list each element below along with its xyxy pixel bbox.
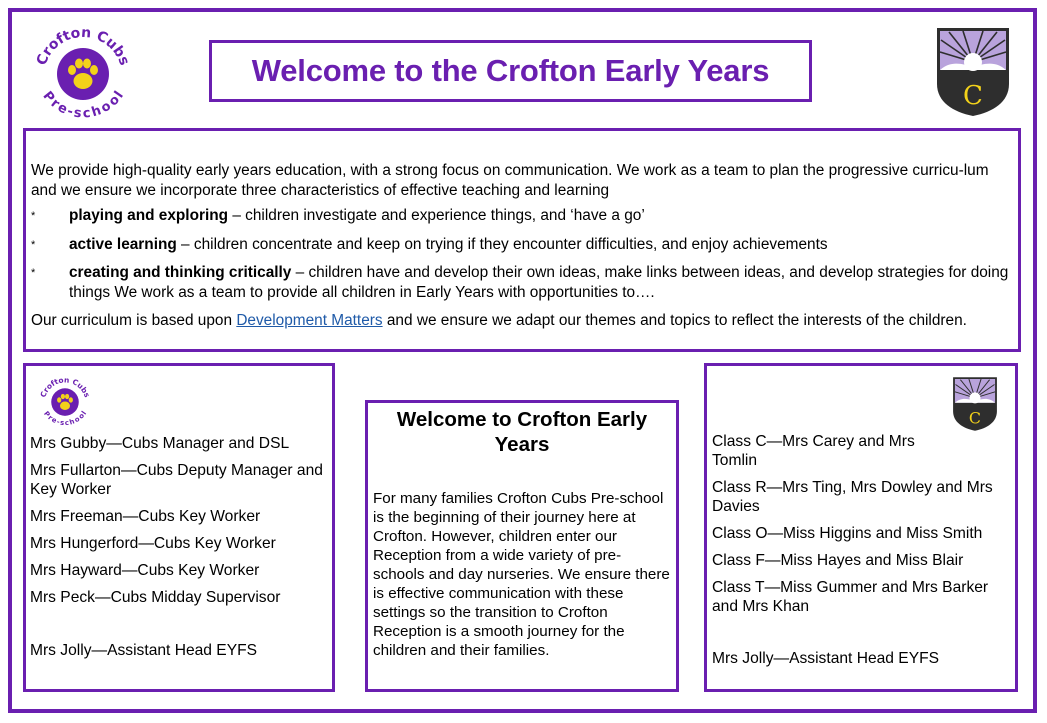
welcome-heading: Welcome to Crofton Early Years: [396, 408, 648, 456]
bullet-bold: creating and thinking critically: [69, 264, 292, 281]
staff-row: Mrs Hungerford—Cubs Key Worker: [30, 535, 276, 552]
bullet-text: – children have and develop their own ideas, make links between ideas, and develop strategies for doing things We work as a team to provide all children in Early Years with opportunities to….: [69, 264, 1009, 301]
bullet-bold: active learning: [69, 235, 177, 253]
assistant-head-row: Mrs Jolly—Assistant Head EYFS: [30, 642, 258, 659]
class-row: Class F—Miss Hayes and Miss Blair: [712, 552, 964, 569]
assistant-head-row: Mrs Jolly—Assistant Head EYFS: [712, 650, 940, 667]
sunrise-crest-icon: [935, 26, 1011, 118]
svg-text:Pre-school: Pre-school: [39, 88, 127, 118]
staff-row: Mrs Freeman—Cubs Key Worker: [30, 508, 261, 525]
svg-text:Pre-school: Pre-school: [42, 409, 89, 428]
welcome-body: For many families Crofton Cubs Pre-school is the beginning of their journey here at Crofton. However, children enter our Reception from a wide variety of pre-schools and day nurseries. We ensure there is effective communication with these settings so the transition to Crofton Reception is a smooth journey for the children and their families.: [373, 490, 670, 659]
sunrise-crest-icon: [951, 376, 999, 432]
list-item: [31, 235, 1014, 255]
crofton-cubs-logo-small: [38, 374, 92, 428]
svg-text:C: C: [968, 408, 982, 428]
bullet-bold: playing and exploring: [69, 207, 229, 224]
staff-row: Mrs Peck—Cubs Midday Supervisor: [30, 589, 281, 606]
bullet-marker: *: [31, 267, 36, 279]
svg-text:Crofton Cubs: Crofton Cubs: [33, 26, 133, 68]
curriculum-text: Our curriculum is based upon: [31, 312, 237, 329]
bullet-text: – children concentrate and keep on trying if they encounter difficulties, and enjoy achievements: [176, 235, 828, 253]
development-matters-link[interactable]: Development Matters: [236, 312, 383, 329]
paw-icon: [38, 374, 92, 428]
paw-icon: [32, 26, 134, 118]
title-banner: [209, 40, 812, 102]
class-row: Class R—Mrs Ting, Mrs Dowley and Mrs Davies: [712, 479, 993, 515]
svg-text:C: C: [963, 81, 983, 111]
intro-panel: [23, 128, 1021, 352]
curriculum-line: [31, 311, 1014, 331]
class-row: Class C—Mrs Carey and Mrs Tomlin: [712, 433, 915, 469]
bullet-text: – children investigate and experience things, and ‘have a go’: [228, 207, 645, 224]
list-item: [31, 206, 1014, 226]
page-title: Welcome to the Crofton Early Years: [251, 53, 770, 88]
bullet-marker: *: [31, 238, 36, 251]
class-row: Class T—Miss Gummer and Mrs Barker and Mrs Khan: [712, 579, 989, 615]
intro-paragraph: We provide high-quality early years education, with a strong focus on communication. We work as a team to plan the progressive curricu-lum and we ensure we incorporate three characteristics of effective teaching and learning: [31, 162, 989, 199]
characteristics-list: [31, 206, 1014, 302]
staff-row: Mrs Hayward—Cubs Key Worker: [30, 562, 260, 579]
classes-panel: [704, 363, 1018, 692]
staff-row: Mrs Gubby—Cubs Manager and DSL: [30, 435, 290, 452]
bullet-marker: *: [31, 210, 36, 222]
school-crest: [935, 26, 1011, 118]
crofton-cubs-logo: [32, 26, 134, 118]
class-row: Class O—Miss Higgins and Miss Smith: [712, 525, 983, 542]
curriculum-text-end: and we ensure we adapt our themes and topics to reflect the interests of the children.: [382, 312, 967, 329]
list-item: [31, 263, 1014, 302]
welcome-panel: [365, 400, 679, 692]
school-crest-small: [951, 376, 999, 432]
svg-text:Crofton Cubs: Crofton Cubs: [38, 375, 92, 399]
staff-row: Mrs Fullarton—Cubs Deputy Manager and Key Worker: [30, 462, 323, 498]
cubs-staff-panel: [23, 363, 335, 692]
